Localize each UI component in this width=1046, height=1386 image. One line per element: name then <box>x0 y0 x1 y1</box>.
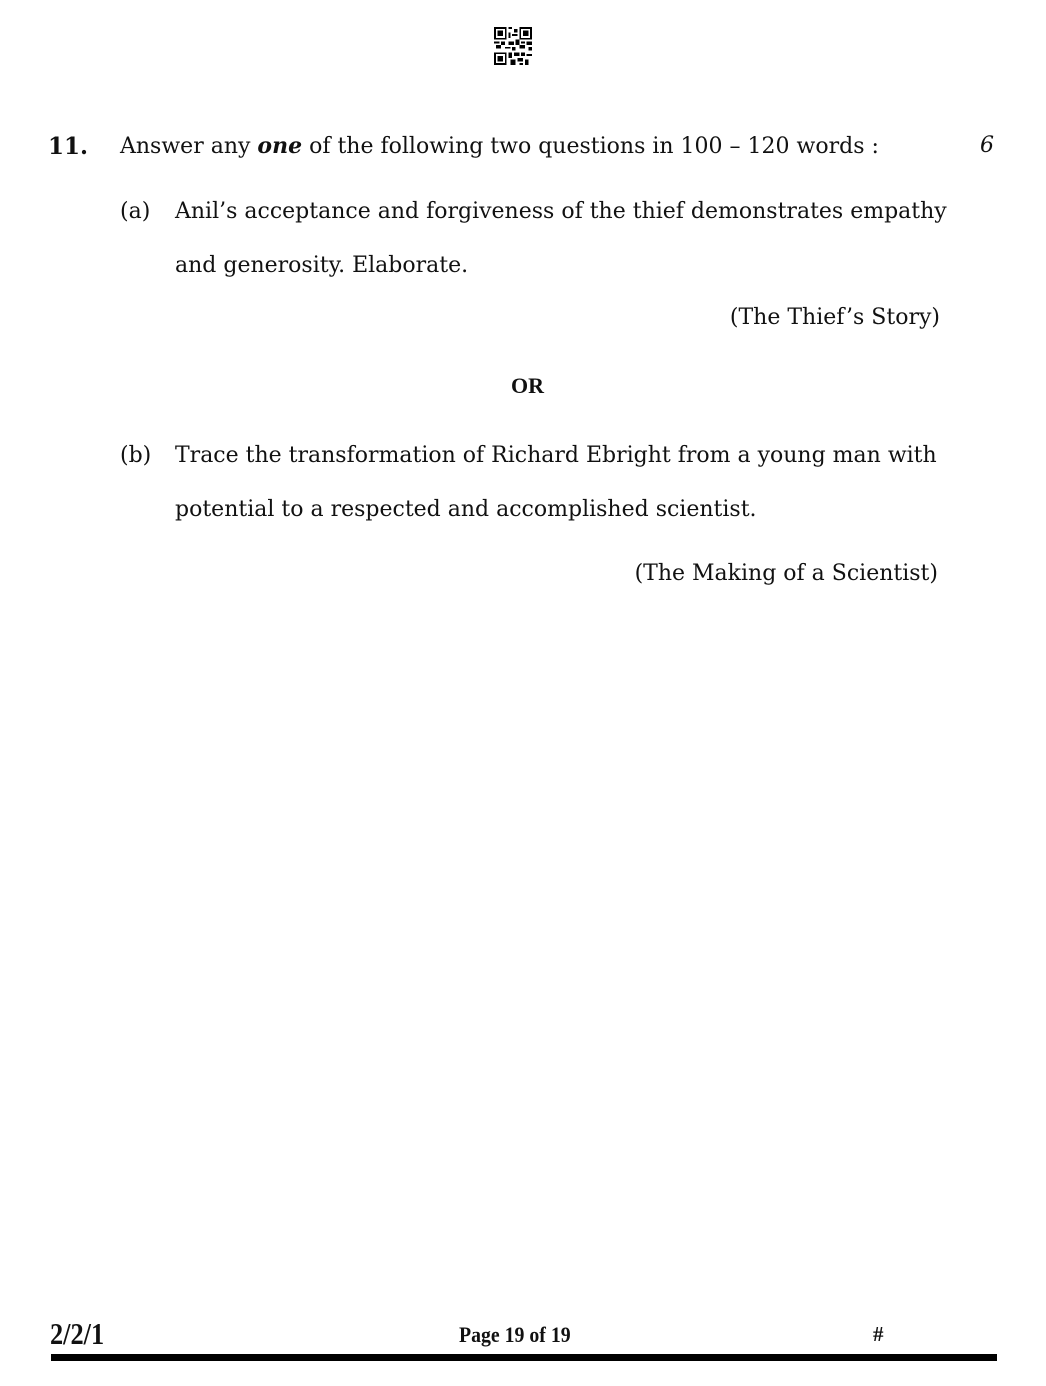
option-a-line-1: Anil’s acceptance and forgiveness of the thief demonstrates empathy <box>175 199 947 224</box>
or-separator: OR <box>511 373 544 398</box>
option-a-line-2: and generosity. Elaborate. <box>175 253 469 278</box>
page-number: Page 19 of 19 <box>459 1322 571 1347</box>
stem-emphasis: one <box>257 133 303 159</box>
question-number: 11. <box>48 133 89 160</box>
paper-code: 2/2/1 <box>50 1316 105 1351</box>
option-b-line-1: Trace the transformation of Richard Ebright from a young man with <box>175 443 937 468</box>
option-a-label: (a) <box>120 199 151 224</box>
question-marks: 6 <box>980 133 994 158</box>
option-b-source: (The Making of a Scientist) <box>634 561 938 586</box>
question-stem <box>120 133 879 159</box>
qr-code-icon <box>494 27 532 65</box>
option-a-source: (The Thief’s Story) <box>729 305 940 330</box>
option-b-label: (b) <box>120 443 152 468</box>
footer-symbol: # <box>873 1322 884 1346</box>
stem-text: Answer any <box>120 134 258 159</box>
footer-rule <box>51 1354 997 1361</box>
stem-text-rest: of the following two questions in 100 – 120 words : <box>302 134 879 159</box>
option-b-line-2: potential to a respected and accomplished scientist. <box>175 497 757 522</box>
